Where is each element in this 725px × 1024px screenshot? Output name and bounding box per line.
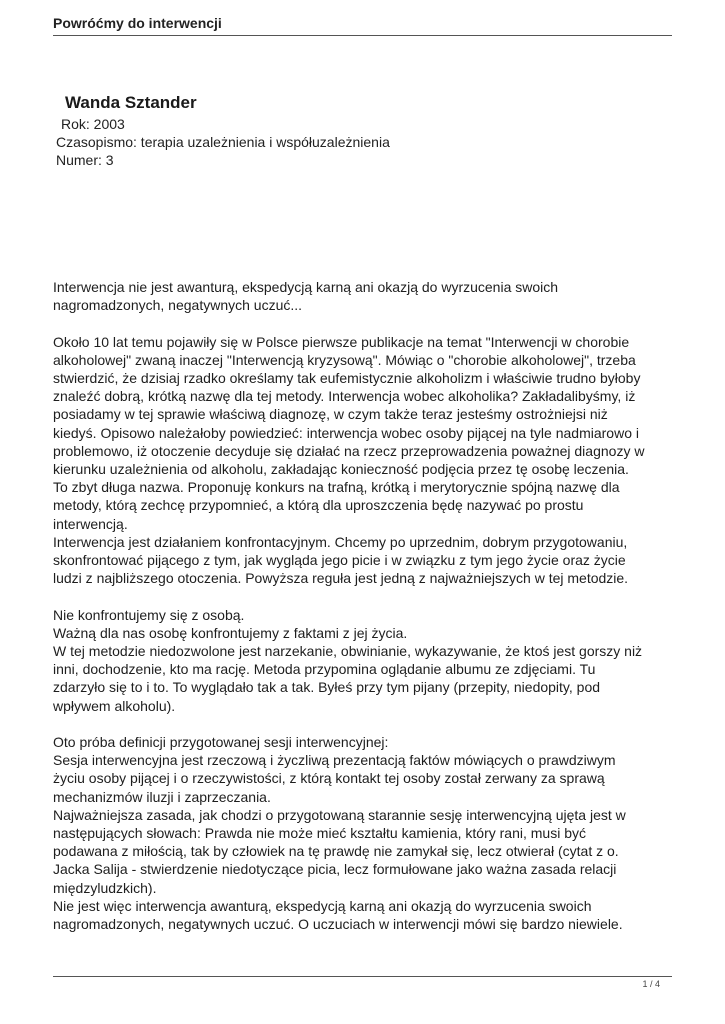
body-text-line: nagromadzonych, negatywnych uczuć. O uczuciach w interwencji mówi się bardzo niewiele. <box>53 916 623 933</box>
author-name: Wanda Sztander <box>65 93 197 112</box>
body-text-line: Nie jest więc interwencja awanturą, ekspedycją karną ani okazją do wyrzucenia swoich <box>53 897 592 914</box>
body-text-line: następujących słowach: Prawda nie może mieć kształtu kamienia, który rani, musi być <box>53 825 586 842</box>
article-body <box>53 278 683 933</box>
journal-name: Czasopismo: terapia uzależnienia i współuzależnienia <box>56 134 390 150</box>
publication-year: Rok: 2003 <box>61 116 125 132</box>
paragraph-gap <box>53 587 683 605</box>
body-text-line: Jacka Salija - stwierdzenie niedotyczące picia, lecz formułowane jako ważna zasada relacji <box>53 861 617 878</box>
footer-divider <box>53 976 672 977</box>
body-text-line: Sesja interwencyjna jest rzeczową i życzliwą prezentacją faktów mówiących o prawdziwym <box>53 752 616 769</box>
header-divider <box>53 35 672 36</box>
paragraph-gap <box>53 715 683 733</box>
body-text-line: inni, dochodzenie, kto ma rację. Metoda przypomina oglądanie albumu ze zdjęciami. Tu <box>53 661 596 678</box>
body-text-line: Ważną dla nas osobę konfrontujemy z faktami z jej życia. <box>53 624 408 641</box>
body-text-line: międzyludzkich). <box>53 879 157 896</box>
body-text-line: nagromadzonych, negatywnych uczuć... <box>53 297 303 314</box>
page-header-title: Powróćmy do interwencji <box>53 15 222 31</box>
body-text-line: kiedyś. Opisowo należałoby powiedzieć: interwencja wobec osoby pijącej na tyle nadmiarowo i <box>53 424 639 441</box>
body-text-line: interwencją. <box>53 515 128 532</box>
body-text-line: W tej metodzie niedozwolone jest narzekanie, obwinianie, wykazywanie, że ktoś jest gorszy niż <box>53 643 643 660</box>
body-text-line: To zbyt długa nazwa. Proponuję konkurs na trafną, krótką i merytorycznie spójną nazwę dla <box>53 479 620 496</box>
body-text-line: Interwencja jest działaniem konfrontacyjnym. Chcemy po uprzednim, dobrym przygotowaniu, <box>53 533 628 550</box>
body-text-line: kierunku uzależnienia od alkoholu, zakładając konieczność podjęcia przez tę osobę leczenia. <box>53 461 629 478</box>
paragraph-gap <box>53 314 683 332</box>
body-text-line: podawana z miłością, tak by człowiek na tę prawdę nie zamykał się, lecz otwierał (cytat z o. <box>53 843 619 860</box>
body-text-line: alkoholowej" zwaną inaczej "Interwencją kryzysową". Mówiąc o "chorobie alkoholowej", trzeba <box>53 351 636 368</box>
body-text-line: Interwencja nie jest awanturą, ekspedycją karną ani okazją do wyrzucenia swoich <box>53 279 559 295</box>
body-text-line: ludzi z najbliższego otoczenia. Powyższa reguła jest jedną z najważniejszych w tej metodzie. <box>53 570 629 587</box>
body-text-line: problemowo, iż otoczenie decyduje się działać na rzecz przeprowadzenia poważnej diagnozy w <box>53 442 645 459</box>
body-text-line: życiu osoby pijącej i o rzeczywistości, z którą kontakt tej osoby został zerwany za sprawą <box>53 770 605 787</box>
issue-number: Numer: 3 <box>56 152 114 168</box>
article-metadata <box>56 115 390 169</box>
body-text-line: stwierdzić, że dzisiaj rzadko określamy tak eufemistycznie alkoholizm i właściwie trudno byłoby <box>53 370 641 386</box>
body-text-line: metody, którą zechcę przypomnieć, a którą dla uproszczenia będę nazywać po prostu <box>53 497 584 514</box>
body-text-line: znaleźć dobrą, krótką nazwę dla tej metody. Interwencja wobec alkoholika? Zakładalibyśmy, iż <box>53 388 636 405</box>
body-text-line: Nie konfrontujemy się z osobą. <box>53 606 245 623</box>
body-text-line: Oto próba definicji przygotowanej sesji interwencyjnej: <box>53 734 389 751</box>
page-number: 1 / 4 <box>642 979 660 989</box>
body-text-line: Około 10 lat temu pojawiły się w Polsce pierwsze publikacje na temat "Interwencji w chorobie <box>53 333 630 350</box>
body-text-line: skonfrontować pijącego z tym, jak wygląda jego picie i w związku z tym jego życie oraz życie <box>53 552 626 569</box>
body-text-line: zdarzyło się to i to. To wyglądało tak a tak. Byłeś przy tym pijany (przepity, niedopity, pod <box>53 679 601 696</box>
body-text-line: posiadamy w tej sprawie właściwą diagnozę, w czym także teraz jesteśmy ostrożniejsi niż <box>53 406 608 423</box>
body-text-line: Najważniejsza zasada, jak chodzi o przygotowaną starannie sesję interwencyjną ujęta jest w <box>53 806 626 823</box>
body-text-line: mechanizmów iluzji i zaprzeczania. <box>53 788 271 805</box>
body-text-line: wpływem alkoholu). <box>53 697 176 714</box>
